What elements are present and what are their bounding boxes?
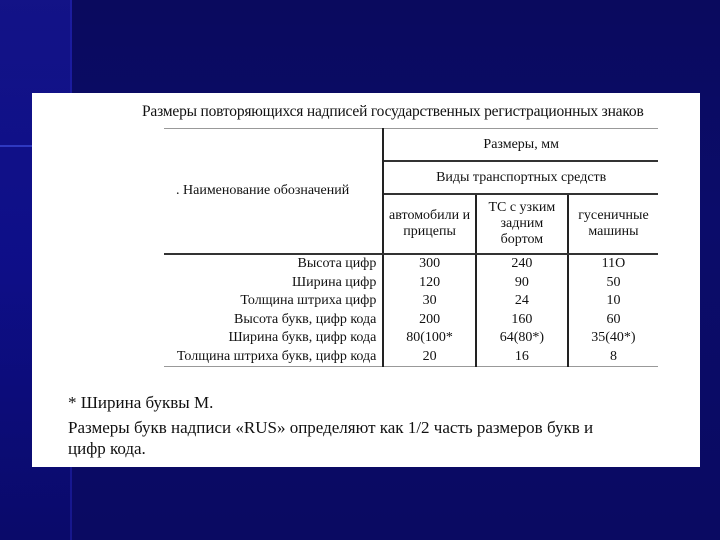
table-cell: 80(100* — [383, 329, 476, 348]
table-row — [164, 254, 658, 274]
document-title: Размеры повторяющихся надписей государственных регистрационных знаков — [142, 103, 644, 120]
table-cell: 16 — [476, 348, 568, 367]
table-cell: 20 — [383, 348, 476, 367]
row-label: Толщина штриха цифр — [164, 292, 383, 311]
note-text: Размеры букв надписи «RUS» определяют как 1/2 часть размеров букв и цифр кода. — [68, 418, 594, 458]
footnote: * Ширина буквы М. — [68, 393, 214, 412]
table-row — [164, 311, 658, 330]
table-cell: 10 — [606, 293, 621, 309]
table-cell: 30 — [383, 292, 476, 311]
document-image — [32, 93, 700, 467]
row-label: Высота букв, цифр кода — [164, 311, 383, 330]
column-header-tracked: гусеничные машины — [568, 194, 658, 254]
table-cell: 24 — [476, 292, 568, 311]
table-cell: 90 — [476, 274, 568, 293]
row-label: Ширина цифр — [164, 274, 383, 293]
sizes-header: Размеры, мм — [383, 129, 658, 162]
name-column-header: . Наименование обозначений — [164, 129, 383, 255]
table-cell: 50 — [606, 274, 621, 290]
table-row — [164, 292, 658, 311]
table-cell: 240 — [476, 254, 568, 274]
column-header-cars: автомобили и прицепы — [383, 194, 476, 254]
row-label: Высота цифр — [164, 254, 383, 274]
table-cell: 64(80*) — [476, 329, 568, 348]
table-cell: 120 — [383, 274, 476, 293]
table-row — [164, 329, 658, 348]
table-cell: 300 — [383, 254, 476, 274]
row-label: Толщина штриха букв, цифр кода — [164, 348, 383, 367]
table-cell: 200 — [383, 311, 476, 330]
table-cell: 160 — [476, 311, 568, 330]
table-cell: 11О — [601, 256, 626, 272]
table-cell: 35(40*) — [591, 330, 636, 346]
table-cell: 8 — [568, 348, 658, 367]
table-row — [164, 274, 658, 293]
table-row — [164, 348, 658, 367]
sizes-table — [164, 128, 658, 367]
row-label: Ширина букв, цифр кода — [164, 329, 383, 348]
table-cell: 60 — [606, 311, 621, 327]
column-header-narrow-board: ТС с узким задним бортом — [476, 194, 568, 254]
vehicle-types-header: Виды транспортных средств — [383, 161, 658, 194]
